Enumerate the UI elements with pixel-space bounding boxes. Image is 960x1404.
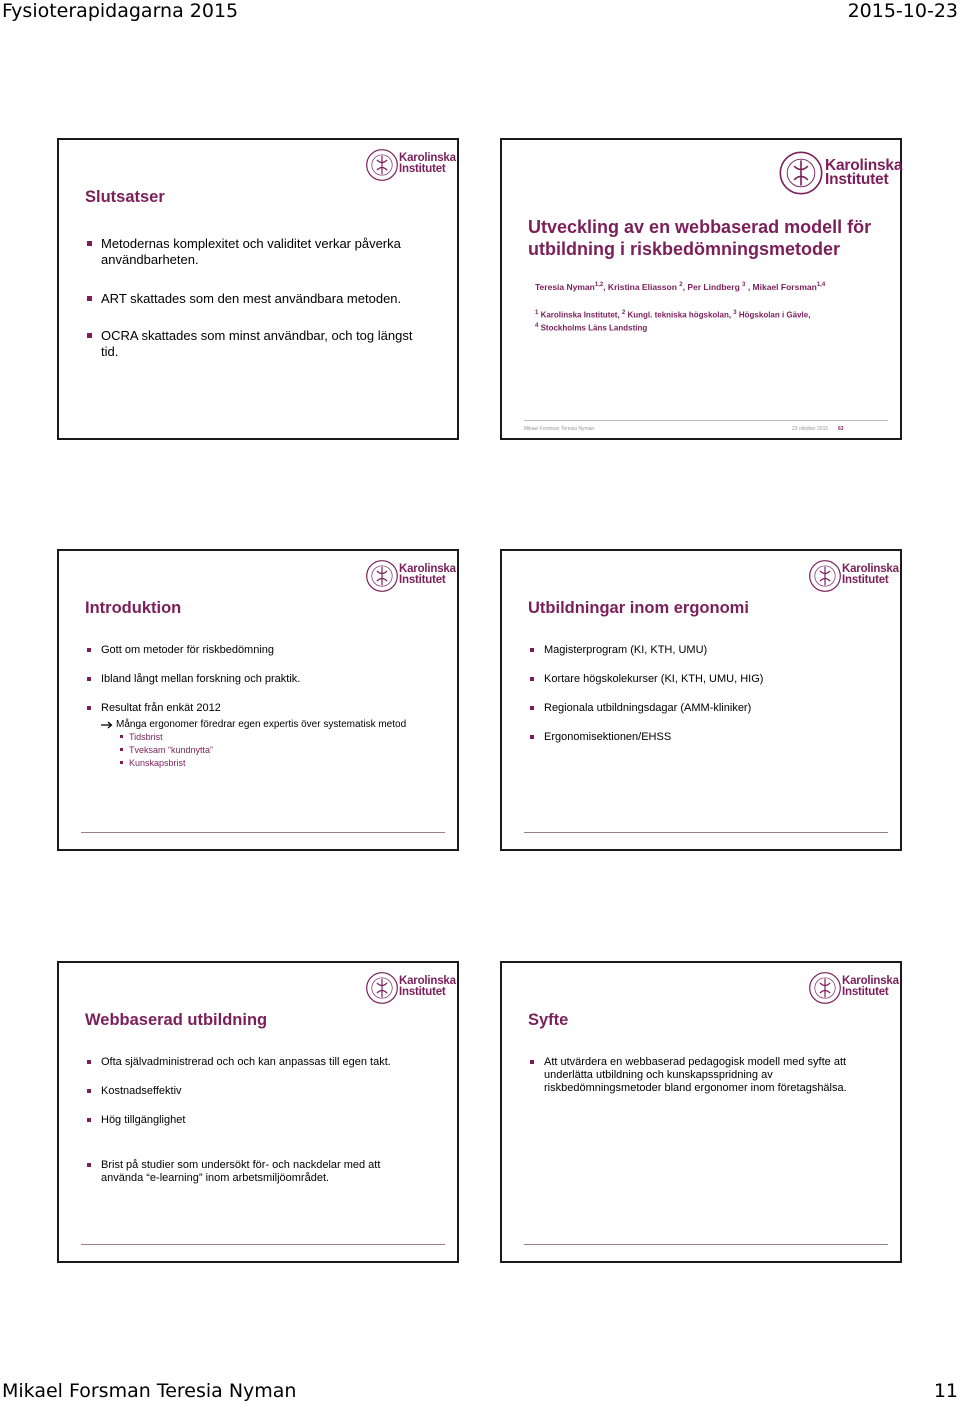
slide-title: Utbildningar inom ergonomi (528, 599, 749, 617)
bullet-item: ART skattades som den mest användbara metoden. (85, 291, 425, 307)
logo-wordmark: Karolinska Institutet (842, 563, 899, 586)
footer-divider (524, 420, 888, 421)
bullet-item: Brist på studier som undersökt för- och nackdelar med att använda “e-learning” inom arbetsmiljöområdet. (85, 1159, 425, 1185)
sub-list (101, 718, 425, 770)
bullet-item (85, 702, 425, 770)
bullet-item: Ofta självadministrerad och och kan anpassas till egen takt. (85, 1056, 425, 1069)
sub-bullet-item: Tveksam “kundnytta” (119, 744, 425, 757)
bullet-item: Gott om metoder för riskbedömning (85, 644, 425, 657)
footer-divider (81, 832, 445, 833)
logo-wordmark: Karolinska Institutet (399, 152, 456, 175)
slide-utbildningar (500, 549, 902, 851)
ki-seal-icon (778, 150, 824, 196)
bullet-item: Ergonomisektionen/EHSS (528, 731, 868, 744)
ki-seal-icon (808, 971, 842, 1005)
slide-title: Webbaserad utbildning (85, 1011, 268, 1029)
logo-wordmark: Karolinska Institutet (399, 975, 456, 998)
author-list: Teresia Nyman$^{1,2}$, Kristina Eliasson $^2$, Per Lindberg $^3$ , Mikael Forsman$^{1,4}$ (535, 282, 826, 292)
ki-seal-icon (365, 559, 399, 593)
slide-introduktion (57, 549, 459, 851)
bullet-list (528, 1056, 848, 1111)
bullet-item: Kortare högskolekurser (KI, KTH, UMU, HIG) (528, 673, 868, 686)
bullet-item: Att utvärdera en webbaserad pedagogisk modell med syfte att underlätta utbildning och kunskapsspridning av riskbedömningsmetoder bland ergonomer inom företagshälsa. (528, 1056, 848, 1095)
logo-wordmark: Karolinska Institutet (842, 975, 899, 998)
event-title: Fysioterapidagarna 2015 (2, 0, 239, 22)
slide-title-page (500, 138, 902, 440)
footer-divider (524, 1244, 888, 1245)
presenters: Mikael Forsman Teresia Nyman (2, 1380, 297, 1402)
bullet-list (528, 644, 868, 760)
slide-syfte (500, 961, 902, 1263)
footer-divider (81, 1244, 445, 1245)
logo-wordmark: Karolinska Institutet (399, 563, 456, 586)
ki-seal-icon (808, 559, 842, 593)
ki-seal-icon (365, 148, 399, 182)
slide-footer-author: Mikael Forsman Teresia Nyman (524, 426, 595, 432)
bullet-item: Hög tillgänglighet (85, 1114, 425, 1127)
arrow-text: Många ergonomer föredrar egen expertis över systematisk metod (116, 719, 407, 730)
page-header (0, 0, 960, 24)
arrow-right-icon (101, 721, 113, 729)
slide-footer-date: 23 oktober 2015 (792, 426, 829, 432)
ki-seal-icon (365, 971, 399, 1005)
page-footer (0, 1380, 960, 1404)
bullet-item: Magisterprogram (KI, KTH, UMU) (528, 644, 868, 657)
karolinska-logo (778, 150, 903, 196)
slide-webbaserad-utbildning (57, 961, 459, 1263)
event-date: 2015-10-23 (847, 0, 958, 22)
karolinska-logo (365, 971, 456, 1007)
bullet-item: Metodernas komplexitet och validitet verkar påverka användbarheten. (85, 236, 425, 268)
logo-wordmark: Karolinska Institutet (825, 157, 903, 188)
karolinska-logo (365, 559, 456, 595)
karolinska-logo (808, 559, 899, 595)
slide-footer-page: 63 (838, 426, 844, 432)
bullet-text: Resultat från enkät 2012 (101, 702, 221, 714)
slide-title: Slutsatser (85, 188, 165, 206)
bullet-list (85, 644, 425, 786)
bullet-item: OCRA skattades som minst användbar, och tog längst tid. (85, 328, 425, 360)
bullet-list (85, 236, 425, 383)
sub-bullet-list (119, 731, 425, 770)
bullet-item: Ibland långt mellan forskning och praktik. (85, 673, 425, 686)
footer-divider (524, 832, 888, 833)
slide-title: Syfte (528, 1011, 569, 1029)
page-number: 11 (933, 1380, 958, 1402)
bullet-list (85, 1056, 425, 1201)
bullet-item: Regionala utbildningsdagar (AMM-kliniker) (528, 702, 868, 715)
slide-slutsatser (57, 138, 459, 440)
karolinska-logo (365, 148, 456, 184)
bullet-item: Kostnadseffektiv (85, 1085, 425, 1098)
arrow-item (101, 718, 425, 731)
slide-title: Introduktion (85, 599, 182, 617)
sub-bullet-item: Kunskapsbrist (119, 757, 425, 770)
sub-bullet-item: Tidsbrist (119, 731, 425, 744)
presentation-title: Utveckling av en webbaserad modell för utbildning i riskbedömningsmetoder (528, 217, 872, 259)
affiliations: $^1$ Karolinska Institutet, $^2$ Kungl. tekniska högskolan, $^3$ Högskolan i Gävle, $^4$ Stockholms Läns Landsting (535, 310, 811, 333)
karolinska-logo (808, 971, 899, 1007)
